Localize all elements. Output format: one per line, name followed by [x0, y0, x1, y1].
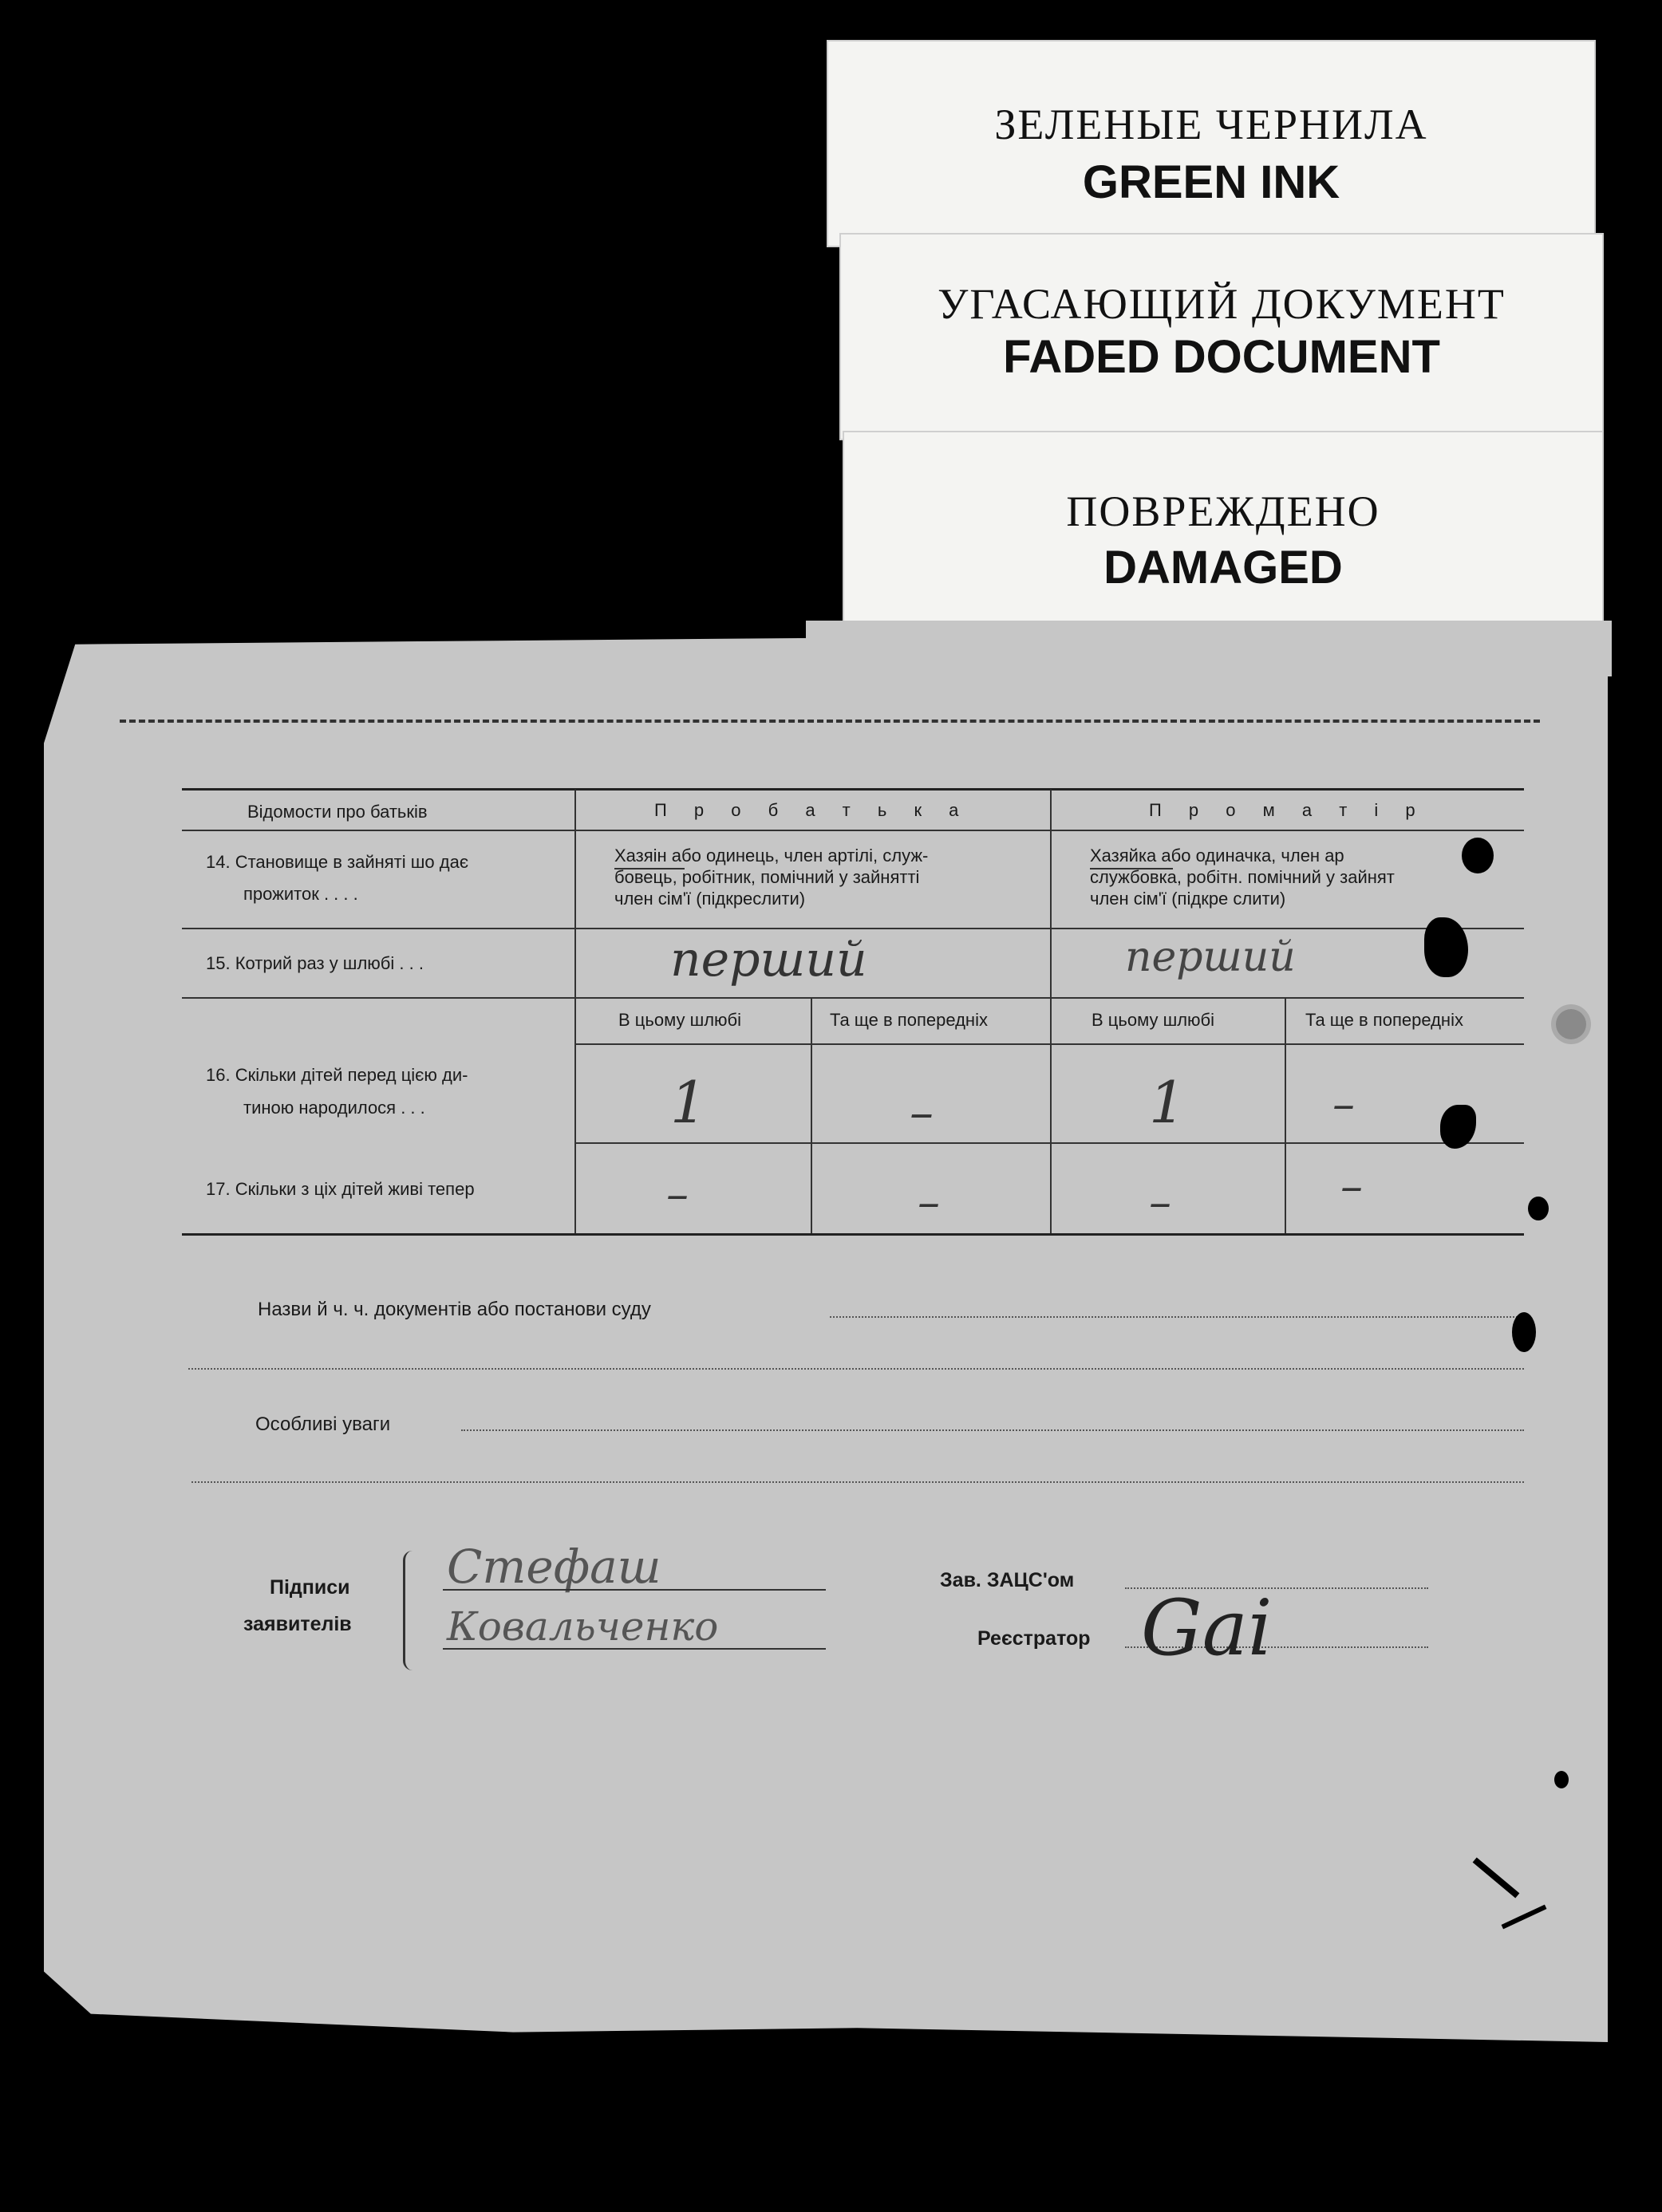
- row14-mother-line1: Хазяйка або одиначка, член ар: [1090, 846, 1344, 865]
- registrar-label: Реєстратор: [977, 1627, 1091, 1650]
- table-bottom-border: [182, 1233, 1524, 1236]
- row14-divider: [182, 928, 1524, 929]
- punch-hole: [1556, 1009, 1586, 1039]
- table-vline-3: [811, 999, 812, 1233]
- remarks-dotted-line: [461, 1429, 1524, 1431]
- row17-label: 17. Скільки з ціх дітей живі тепер: [206, 1179, 475, 1199]
- row15-father-value: перший: [670, 932, 867, 988]
- row14-father-line3: член сім'ї (підкреслити): [614, 889, 806, 909]
- remarks-dotted-line-2: [191, 1481, 1524, 1483]
- signatures-brace: [403, 1551, 416, 1670]
- signatures-label-line1: Підписи: [270, 1576, 350, 1599]
- header-about-father: П р о б а т ь к а: [654, 800, 970, 820]
- row16-label-line2: тиною народилося . . .: [243, 1098, 425, 1118]
- applicant-signature-1: Стефаш: [447, 1540, 661, 1594]
- documents-dotted-line-2: [188, 1368, 1524, 1370]
- row16-value-father-previous: –: [910, 1085, 934, 1141]
- row15-mother-value: перший: [1125, 933, 1296, 981]
- faded-document-label-en: FADED DOCUMENT: [1003, 331, 1440, 383]
- signature-line-2: [443, 1648, 826, 1650]
- documents-label: Назви й ч. ч. документів або постанови суду: [258, 1299, 651, 1320]
- table-vline-1: [574, 790, 576, 1233]
- faded-document-label: [839, 233, 1604, 440]
- table-vline-4: [1285, 999, 1286, 1233]
- faded-document-label-ru: УГАСАЮЩИЙ ДОКУМЕНТ: [938, 280, 1506, 328]
- damage-hole-4: [1512, 1312, 1536, 1352]
- remarks-label: Особливі уваги: [255, 1414, 391, 1435]
- subheader-mother-in-marriage: В цьому шлюбі: [1092, 1010, 1215, 1030]
- row14-label-line2: прожиток . . . .: [243, 884, 358, 904]
- row16-divider: [574, 1142, 1524, 1144]
- signatures-label-line2: заявителів: [243, 1613, 352, 1635]
- row15-label: 15. Котрий раз у шлюбі . . .: [206, 953, 424, 973]
- row14-mother-line2: службовка, робітн. помічний у зайнят: [1090, 867, 1395, 887]
- damage-hole-5: [1528, 1197, 1549, 1220]
- head-label: Зав. ЗАЦС'ом: [940, 1569, 1075, 1591]
- green-ink-label-ru: ЗЕЛЕНЫЕ ЧЕРНИЛА: [994, 101, 1428, 148]
- row14-father-line1: Хазяін або одинець, член артілі, служ-: [614, 846, 929, 865]
- damaged-label: [843, 431, 1604, 642]
- row16-value-mother-previous: –: [1332, 1078, 1355, 1130]
- mother-underline: [1090, 868, 1173, 869]
- table-top-border: [182, 788, 1524, 791]
- row17-value-father-marriage: –: [666, 1169, 689, 1220]
- row17-value-father-previous: –: [918, 1177, 940, 1228]
- table-vline-2: [1050, 790, 1052, 1233]
- damaged-label-ru: ПОВРЕЖДЕНО: [1066, 487, 1380, 535]
- subheader-father-previous: Та ще в попередніх: [830, 1010, 988, 1030]
- subheader-divider: [574, 1043, 1524, 1045]
- table-header-divider: [182, 830, 1524, 831]
- row16-value-mother-marriage: 1: [1149, 1069, 1186, 1136]
- header-parents-info: Відомости про батьків: [247, 802, 428, 822]
- documents-dotted-line: [830, 1316, 1524, 1318]
- damage-hole-6: [1554, 1771, 1569, 1788]
- subheader-father-in-marriage: В цьому шлюбі: [618, 1010, 742, 1030]
- row16-label-line1: 16. Скільки дітей перед цією ди-: [206, 1065, 468, 1085]
- green-ink-label: [827, 40, 1596, 247]
- perforation-line: [120, 720, 1540, 723]
- row17-value-mother-previous: –: [1340, 1161, 1363, 1212]
- damaged-label-en: DAMAGED: [1103, 542, 1343, 593]
- row14-father-line2: бовець, робітник, помічний у зайнятті: [614, 867, 920, 887]
- row16-value-father-marriage: 1: [670, 1069, 707, 1136]
- father-underline: [614, 868, 685, 869]
- row14-label-line1: 14. Становище в зайняті шо дає: [206, 852, 469, 872]
- registrar-signature: Gai: [1141, 1583, 1273, 1673]
- applicant-signature-2: Ковальченко: [447, 1603, 719, 1650]
- row14-mother-line3: член сім'ї (підкре слити): [1090, 889, 1286, 909]
- header-about-mother: П р о м а т і р: [1149, 800, 1427, 820]
- form-paper: [44, 630, 1608, 2042]
- green-ink-label-en: GREEN INK: [1082, 156, 1340, 208]
- row17-value-mother-marriage: –: [1149, 1177, 1171, 1228]
- row15-divider: [182, 997, 1524, 999]
- damage-hole-3: [1462, 838, 1494, 873]
- signature-line-1: [443, 1589, 826, 1591]
- subheader-mother-previous: Та ще в попередніх: [1305, 1010, 1463, 1030]
